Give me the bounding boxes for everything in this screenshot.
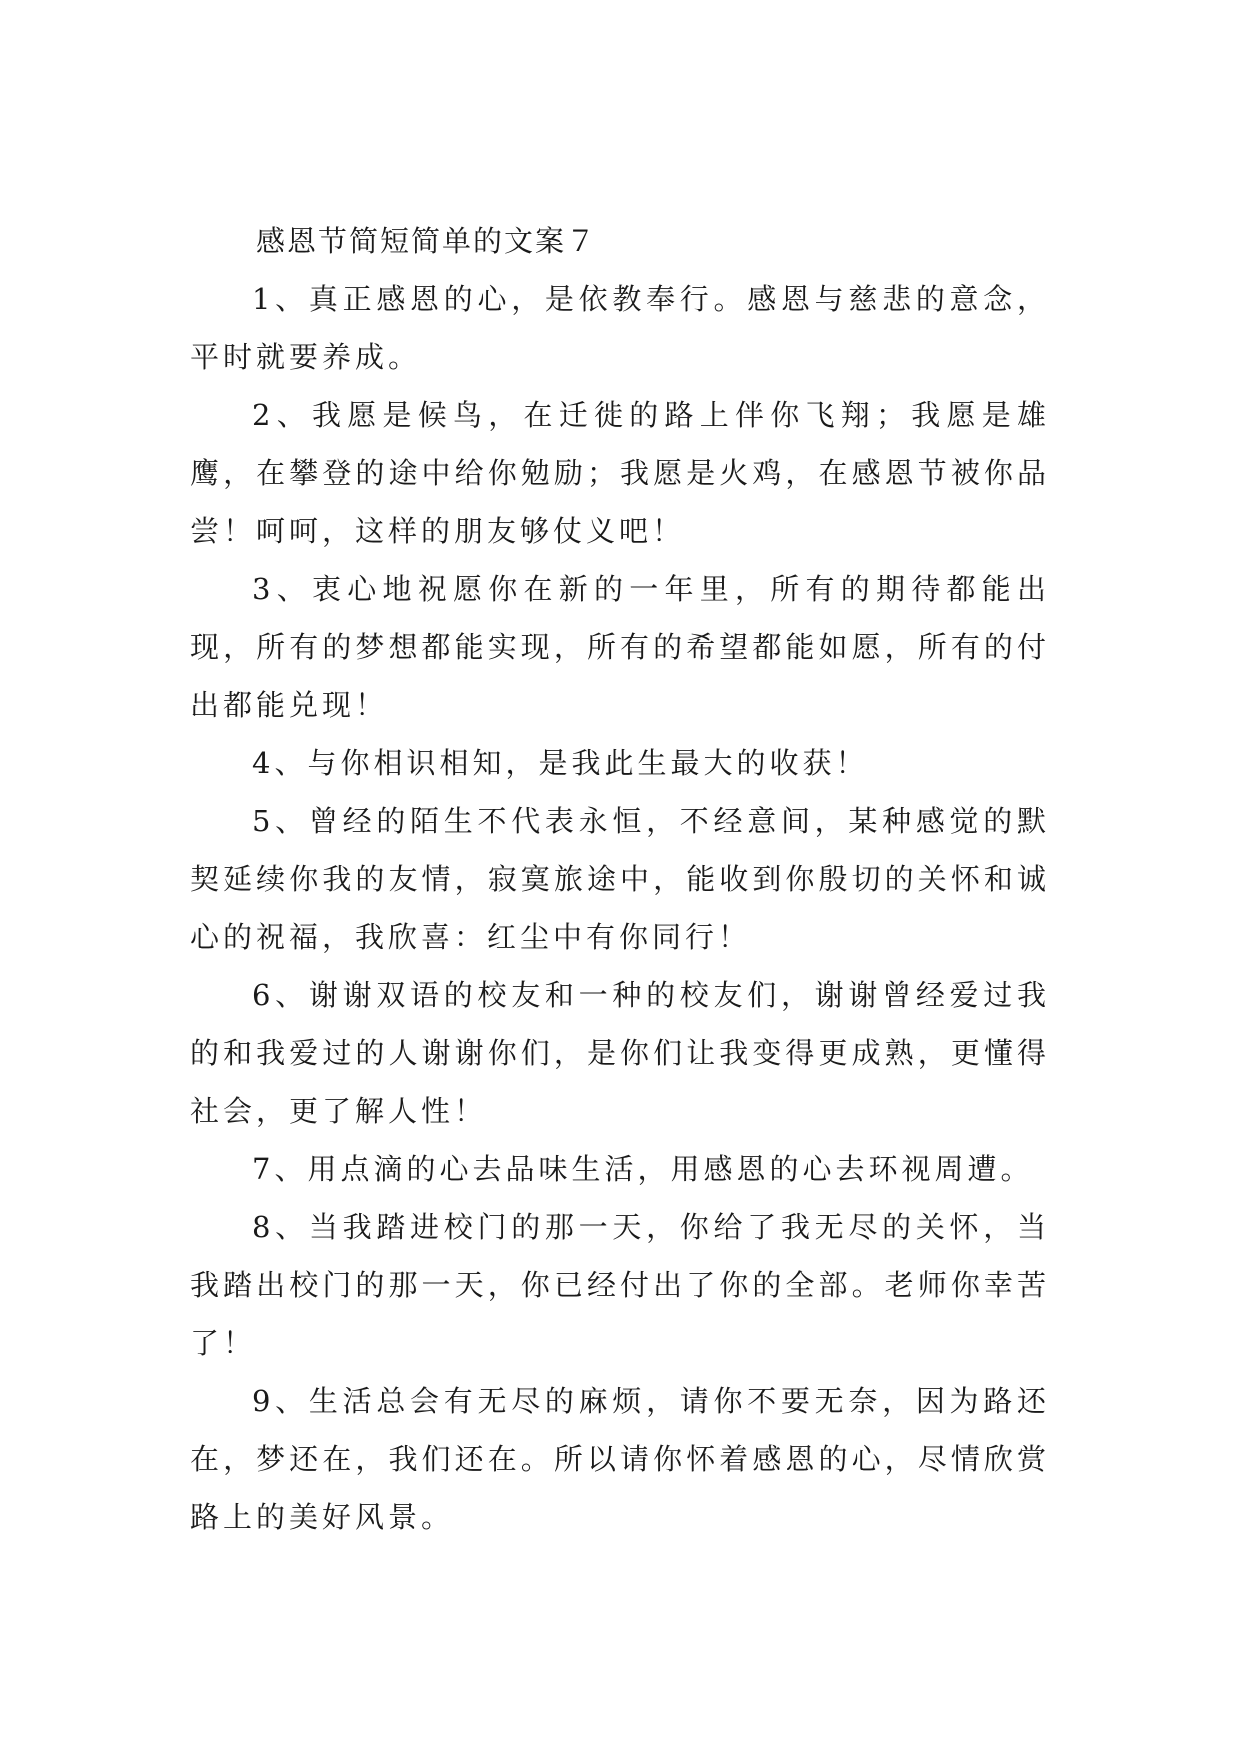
paragraph-4: 4、与你相识相知，是我此生最大的收获！: [252, 746, 869, 780]
paragraph-5: 5、曾经的陌生不代表永恒，不经意间，某种感觉的默契延续你我的友情，寂寞旅途中，能收到你殷切的关怀和诚心的祝福，我欣喜：红尘中有你同行！: [190, 804, 1050, 954]
document-content: [190, 212, 1050, 1546]
document-title: 感恩节简短简单的文案７: [256, 224, 598, 258]
paragraph-9: 9、生活总会有无尽的麻烦，请你不要无奈，因为路还在，梦还在，我们还在。所以请你怀着感恩的心，尽情欣赏路上的美好风景。: [190, 1384, 1050, 1534]
paragraph-6: 6、谢谢双语的校友和一种的校友们，谢谢曾经爱过我的和我爱过的人谢谢你们，是你们让我变得更成熟，更懂得社会，更了解人性！: [190, 978, 1050, 1128]
paragraph-3: 3、衷心地祝愿你在新的一年里，所有的期待都能出现，所有的梦想都能实现，所有的希望都能如愿，所有的付出都能兑现！: [190, 572, 1050, 722]
paragraph-7: 7、用点滴的心去品味生活，用感恩的心去环视周遭。: [252, 1152, 1034, 1186]
paragraph-8: 8、当我踏进校门的那一天，你给了我无尽的关怀，当我踏出校门的那一天，你已经付出了你的全部。老师你幸苦了！: [190, 1210, 1050, 1360]
paragraph-2: 2、我愿是候鸟，在迁徙的路上伴你飞翔；我愿是雄鹰，在攀登的途中给你勉励；我愿是火鸡，在感恩节被你品尝！呵呵，这样的朋友够仗义吧！: [190, 398, 1050, 548]
paragraph-1: 1、真正感恩的心，是依教奉行。感恩与慈悲的意念，平时就要养成。: [190, 282, 1050, 374]
